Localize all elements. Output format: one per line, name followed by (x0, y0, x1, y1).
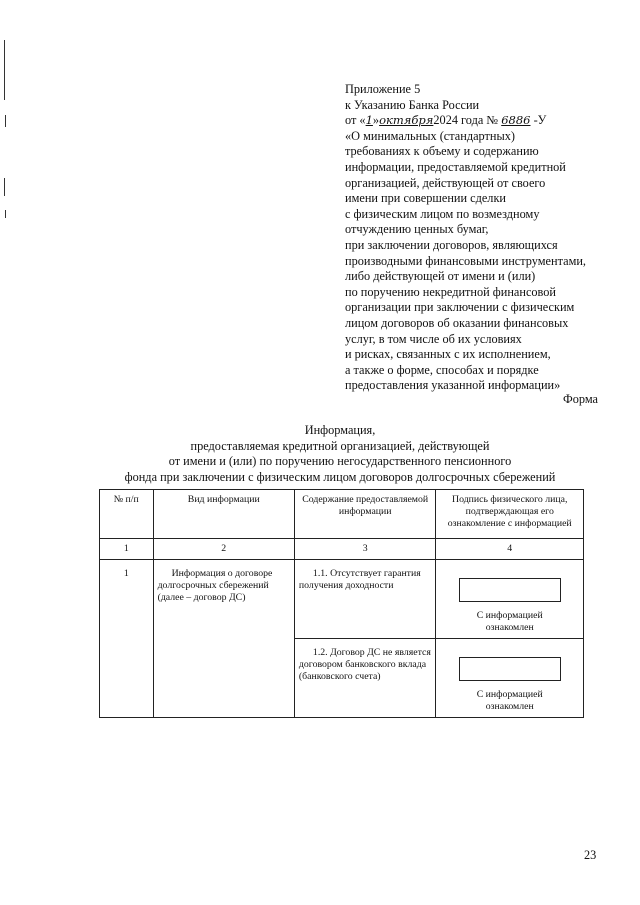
date-mid: » (372, 113, 380, 128)
appendix-line: имени при совершении сделки (345, 191, 506, 206)
table-header-row (100, 490, 584, 539)
appendix-line: а также о форме, способах и порядке (345, 362, 539, 377)
date-year: 2024 года № (433, 113, 499, 128)
date-prefix: от « (345, 113, 366, 128)
row-number: 1 (100, 560, 154, 718)
appendix-line: либо действующей от имени и (или) (345, 269, 536, 284)
appendix-line: к Указанию Банка России (345, 97, 480, 112)
doc-suffix: -У (533, 113, 547, 128)
signature-field[interactable] (459, 578, 561, 602)
appendix-line: информации, предоставляемой кредитной (345, 159, 566, 174)
page-number: 23 (584, 848, 597, 862)
appendix-line: требованиях к объему и содержанию (345, 144, 539, 159)
appendix-line: Приложение 5 (345, 82, 421, 96)
appendix-line: по поручению некредитной финансовой (345, 284, 557, 299)
appendix-line: лицом договоров об оказании финансовых (345, 315, 569, 330)
signature-cell (436, 560, 584, 639)
appendix-line: отчуждению ценных бумаг, (345, 222, 489, 237)
appendix-line: организации при заключении с физическим (345, 300, 575, 315)
signature-text: С информацией ознакомлен (476, 689, 543, 712)
row-kind: Информация о договоре долгосрочных сбережений (далее – договор ДС) (153, 560, 294, 718)
table-row (100, 560, 584, 639)
appendix-line: организацией, действующей от своего (345, 175, 546, 190)
row-content: 1.2. Договор ДС не является договором банковского вклада (банковского счета) (294, 639, 436, 718)
signature-cell (436, 639, 584, 718)
appendix-line: с физическим лицом по возмездному (345, 206, 540, 221)
row-content: 1.1. Отсутствует гарантия получения доходности (294, 560, 436, 639)
signature-field[interactable] (459, 657, 561, 681)
information-table (99, 489, 584, 718)
date-month: октября (379, 113, 434, 128)
scan-edge-mark (4, 178, 5, 196)
scan-edge-mark (5, 210, 6, 218)
column-number: 1 (100, 539, 154, 560)
document-title (90, 423, 590, 485)
column-number: 3 (294, 539, 436, 560)
appendix-line: при заключении договоров, являющихся (345, 237, 558, 252)
header-content: Содержание предоставляемой информации (294, 490, 436, 539)
title-line: предоставляемая кредитной организацией, действующей (190, 438, 490, 453)
title-line: фонда при заключении с физическим лицом договоров долгосрочных сбережений (124, 469, 556, 484)
header-signature: Подпись физического лица, подтверждающая его ознакомление с информацией (436, 490, 584, 539)
appendix-line: предоставления указанной информации» (345, 378, 561, 393)
date-day: 1 (365, 113, 373, 128)
signature-text: С информацией ознакомлен (476, 610, 543, 633)
appendix-line: и рисках, связанных с их исполнением, (345, 347, 551, 362)
doc-number: 6886 (501, 113, 531, 128)
column-number: 2 (153, 539, 294, 560)
appendix-header (345, 82, 615, 394)
form-label: Форма (563, 392, 598, 406)
column-number: 4 (436, 539, 584, 560)
title-line: от имени и (или) по поручению негосударственного пенсионного (168, 454, 512, 469)
title-line: Информация, (304, 423, 376, 437)
header-kind: Вид информации (153, 490, 294, 539)
appendix-line: производными финансовыми инструментами, (345, 253, 587, 268)
header-number: № п/п (100, 490, 154, 539)
appendix-line: услуг, в том числе об их условиях (345, 331, 522, 346)
scan-edge-mark (5, 115, 6, 127)
appendix-date-line (345, 113, 615, 129)
column-number-row (100, 539, 584, 560)
appendix-line: «О минимальных (стандартных) (345, 128, 515, 143)
scan-edge-mark (4, 40, 5, 100)
